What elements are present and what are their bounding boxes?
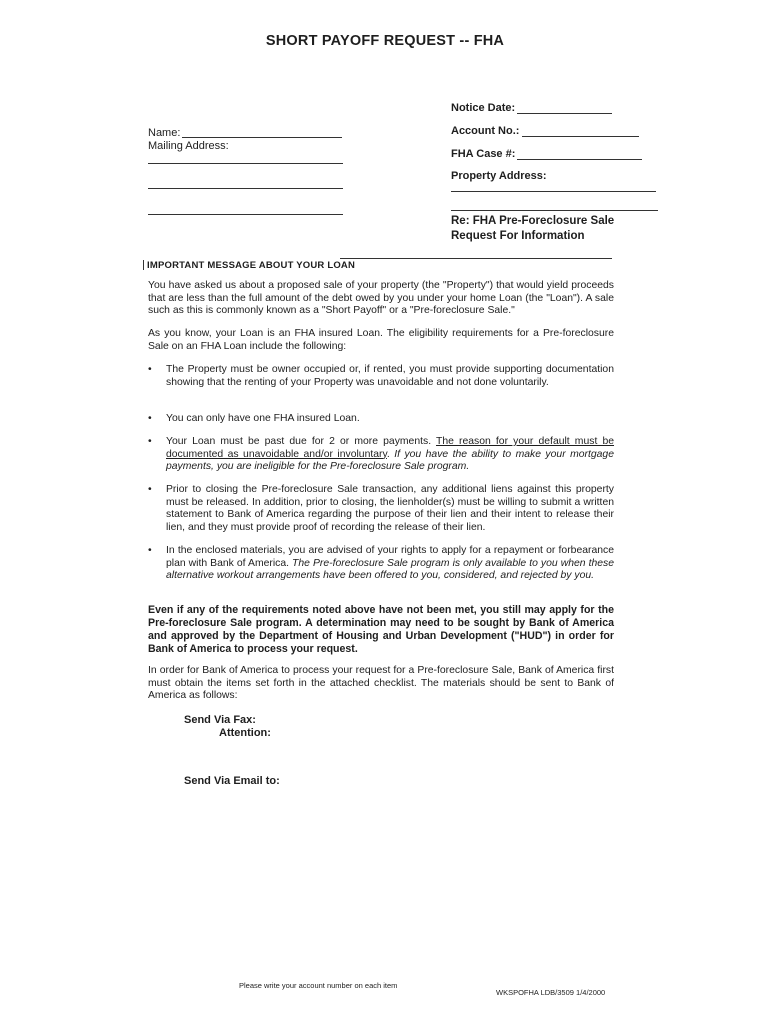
mailing-address-field-2[interactable] xyxy=(148,188,343,189)
attention-label: Attention: xyxy=(219,727,271,739)
b3-plain-text: Your Loan must be past due for 2 or more payments. xyxy=(166,436,437,447)
eligibility-paragraph: As you know, your Loan is an FHA insured Loan. The eligibility requirements for a Pre-foreclosure Sale on an FHA Loan include the following: xyxy=(148,328,614,352)
bullet-icon: • xyxy=(148,364,152,375)
b5-plain-text: In the enclosed materials, you are advised of your rights to apply for a repayment or forbearance plan with Bank of America. xyxy=(166,545,614,569)
send-via-fax-label: Send Via Fax: xyxy=(184,714,256,726)
intro-paragraph: You have asked us about a proposed sale of your property (the "Property") that would yield proceeds that are less than the full amount of the debt owed by you under your home Loan (the "Loan"). A sale such as this is commonly known as a "Short Payoff" or a "Pre-foreclosure Sale." xyxy=(148,280,614,317)
list-item-text xyxy=(166,436,614,474)
list-item xyxy=(148,413,614,426)
page-title: SHORT PAYOFF REQUEST -- FHA xyxy=(265,33,505,49)
list-item-text xyxy=(166,545,614,583)
b3-tail-text: . xyxy=(386,448,395,460)
list-item xyxy=(148,364,614,389)
b3-italic-text: If you have the ability to make your mortgage payments, you are ineligible for the Pre-foreclosure Sale program. xyxy=(166,448,614,473)
re-line-2: Request For Information xyxy=(451,230,585,242)
account-no-label: Account No.: xyxy=(451,125,520,137)
form-code: WKSPOFHA LDB/3509 1/4/2000 xyxy=(496,988,606,997)
bullet-icon: • xyxy=(148,413,152,424)
list-item xyxy=(148,545,614,583)
closing-paragraph: In order for Bank of America to process your request for a Pre-foreclosure Sale, Bank of America first must obtain the items set forth in the attached checklist. The materials should be sent to Bank of America as follows: xyxy=(148,665,614,702)
list-item xyxy=(148,436,614,474)
property-address-field-2[interactable] xyxy=(451,210,658,211)
section-header: IMPORTANT MESSAGE ABOUT YOUR LOAN xyxy=(147,260,356,271)
notice-date-label: Notice Date: xyxy=(451,102,516,114)
list-item-text: Prior to closing the Pre-foreclosure Sale transaction, any additional liens against this property must be released. In addition, prior to closing, the lienholder(s) must be willing to submit a written statement to Bank of America regarding the purpose of their lien and their intent to release their lien, and they must provide proof of recording the release of their lien. xyxy=(166,484,614,533)
send-via-email-label: Send Via Email to: xyxy=(184,775,280,787)
list-item xyxy=(148,484,614,534)
section-header-rule xyxy=(340,258,612,259)
bullet-icon: • xyxy=(148,436,152,447)
re-line-1: Re: FHA Pre-Foreclosure Sale xyxy=(451,215,615,227)
name-field[interactable] xyxy=(182,137,342,138)
bullet-icon: • xyxy=(148,484,152,495)
mailing-address-field-3[interactable] xyxy=(148,214,343,215)
footer-note: Please write your account number on each item xyxy=(239,981,398,990)
notice-date-field[interactable] xyxy=(517,113,612,114)
name-label: Name: xyxy=(148,127,181,139)
mailing-address-field-1[interactable] xyxy=(148,163,343,164)
requirements-note-paragraph: Even if any of the requirements noted above have not been met, you still may apply for the Pre-foreclosure Sale program. A determination may need to be sought by Bank of America and approved by the Department of Housing and Urban Development ("HUD") in order for Bank of America to process your request. xyxy=(148,604,614,655)
property-address-field-1[interactable] xyxy=(451,191,656,192)
list-item-text: You can only have one FHA insured Loan. xyxy=(166,413,360,424)
account-no-field[interactable] xyxy=(522,136,639,137)
bullet-icon: • xyxy=(148,545,152,556)
b3-underlined-text: The reason for your default must be documented as unavoidable and/or involuntary xyxy=(166,436,615,460)
list-item-text: The Property must be owner occupied or, if rented, you must provide supporting documentation showing that the renting of your Property was unavoidable and not done voluntarily. xyxy=(166,364,614,388)
mailing-address-label: Mailing Address: xyxy=(148,140,229,152)
section-header-rule-left xyxy=(143,260,144,270)
property-address-label: Property Address: xyxy=(451,170,547,182)
fha-case-label: FHA Case #: xyxy=(451,148,516,160)
fha-case-field[interactable] xyxy=(517,159,642,160)
b5-italic-text: The Pre-foreclosure Sale program is only available to you when these alternative workout arrangements have been offered to you, considered, and rejected by you. xyxy=(166,557,614,582)
